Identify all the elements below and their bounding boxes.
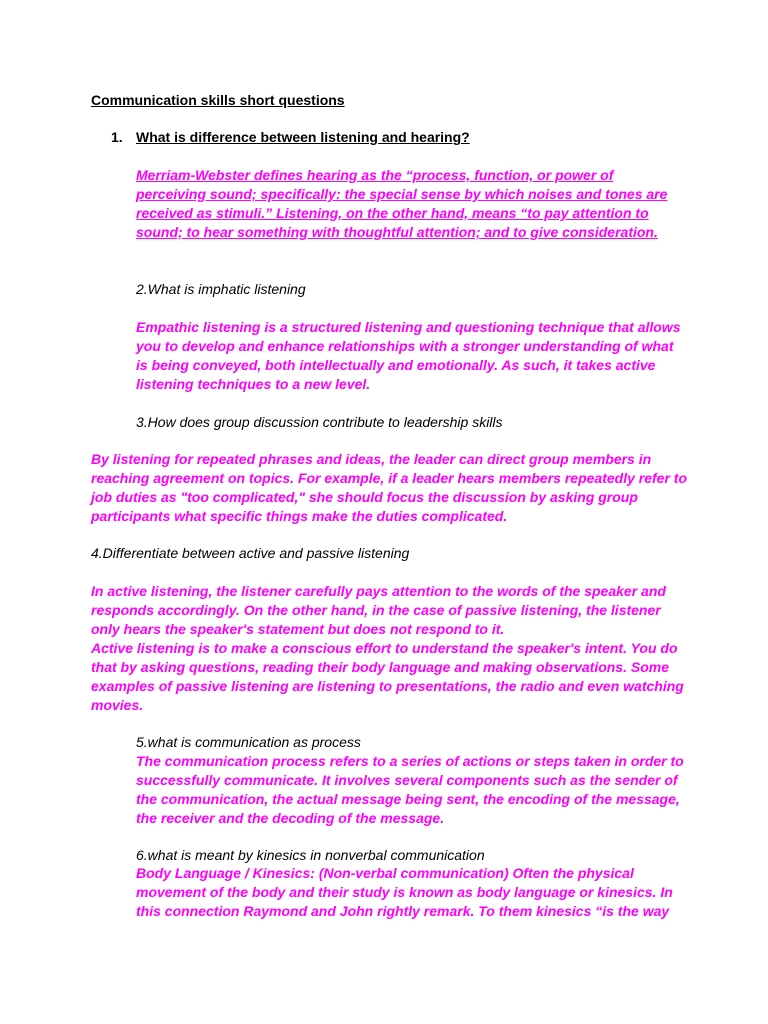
answer-5-line: successfully communicate. It involves several components such as the sender of — [136, 772, 678, 788]
answer-5-line: the communication, the actual message being sent, the encoding of the message, — [136, 791, 680, 807]
answer-4-line: Active listening is to make a conscious effort to understand the speaker's intent. You do — [91, 640, 678, 656]
answer-1 — [136, 166, 667, 242]
answer-4-line: only hears the speaker's statement but does not respond to it. — [91, 621, 505, 637]
answer-6-line: Body Language / Kinesics: (Non-verbal communication) Often the physical — [136, 865, 634, 881]
question-1-number: 1. — [111, 129, 123, 145]
answer-2-line: you to develop and enhance relationships with a stronger understanding of what — [136, 338, 674, 354]
answer-4-line: examples of passive listening are listening to presentations, the radio and even watching — [91, 678, 684, 694]
answer-3-line: By listening for repeated phrases and ideas, the leader can direct group members in — [91, 451, 652, 467]
answer-1-line: received as stimuli.” Listening, on the other hand, means “to pay attention to — [136, 205, 649, 221]
answer-5-line: The communication process refers to a series of actions or steps taken in order to — [136, 753, 684, 769]
answer-4-line: movies. — [91, 697, 144, 713]
answer-1-line: sound; to hear something with thoughtful attention; and to give consideration. — [136, 224, 658, 240]
question-6: 6.what is meant by kinesics in nonverbal communication — [136, 847, 485, 863]
answer-2-line: Empathic listening is a structured listening and questioning technique that allows — [136, 319, 681, 335]
answer-3-line: participants what specific things make the duties complicated. — [91, 508, 508, 524]
answer-6-line: movement of the body and their study is known as body language or kinesics. In — [136, 884, 673, 900]
answer-3-line: job duties as "too complicated," she should focus the discussion by asking group — [91, 489, 638, 505]
answer-1-line: Merriam-Webster defines hearing as the “process, function, or power of — [136, 167, 614, 183]
question-1: What is difference between listening and hearing? — [136, 129, 470, 145]
answer-4-line: In active listening, the listener carefully pays attention to the words of the speaker and — [91, 583, 666, 599]
question-2: 2.What is imphatic listening — [136, 281, 306, 297]
question-5: 5.what is communication as process — [136, 734, 361, 750]
answer-1-line: perceiving sound; specifically: the special sense by which noises and tones are — [136, 186, 668, 202]
question-3: 3.How does group discussion contribute to leadership skills — [136, 414, 503, 430]
answer-4-line: responds accordingly. On the other hand, in the case of passive listening, the listener — [91, 602, 661, 618]
answer-6 — [136, 864, 673, 921]
answer-2-line: is being conveyed, both intellectually and emotionally. As such, it takes active — [136, 357, 656, 373]
answer-3 — [91, 450, 687, 526]
answer-5 — [136, 752, 684, 828]
document-title: Communication skills short questions — [91, 92, 345, 108]
answer-2-line: listening techniques to a new level. — [136, 376, 371, 392]
answer-5-line: the receiver and the decoding of the message. — [136, 810, 445, 826]
question-4: 4.Differentiate between active and passive listening — [91, 545, 410, 561]
answer-6-line: this connection Raymond and John rightly remark. To them kinesics “is the way — [136, 903, 670, 919]
answer-2 — [136, 318, 681, 394]
answer-3-line: reaching agreement on topics. For example, if a leader hears members repeatedly refer to — [91, 470, 687, 486]
answer-4-line: that by asking questions, reading their body language and making observations. Some — [91, 659, 669, 675]
answer-4 — [91, 582, 684, 715]
